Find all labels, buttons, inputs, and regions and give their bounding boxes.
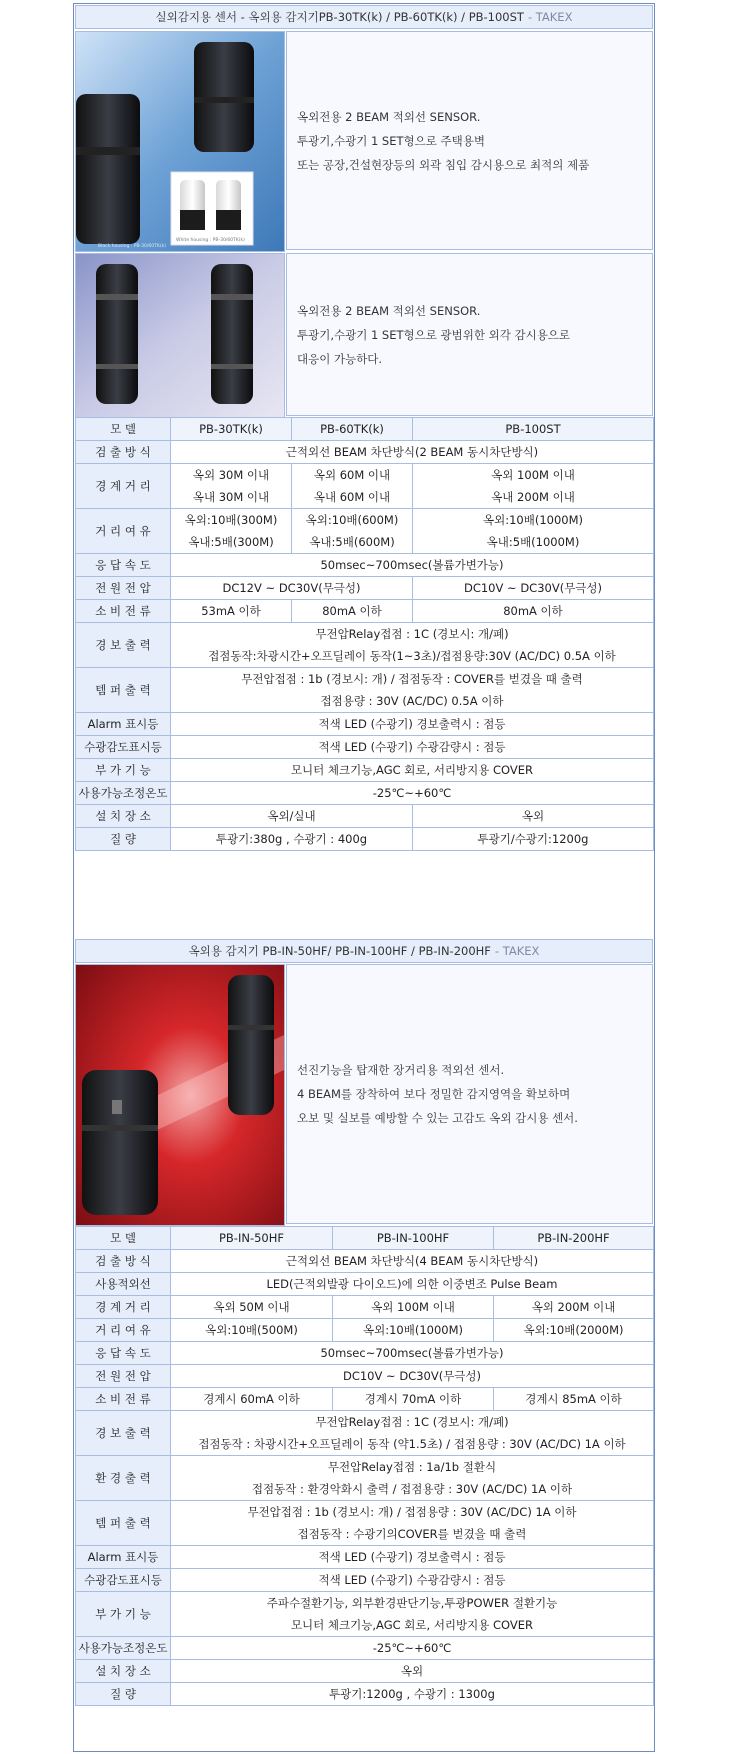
product3-desc-line: 오보 및 실보를 예방할 수 있는 고감도 옥외 감시용 센서. [297,1111,578,1125]
section2-title-text: 옥외용 감지기 PB-IN-50HF/ PB-IN-100HF / PB-IN-200HF [188,944,491,958]
spec-label: 수광감도표시등 [76,1569,171,1592]
spec-line: 접점동작 : 수광기의COVER를 벋겼을 때 출력 [297,1527,527,1541]
spec-label: 소 비 전 류 [76,1388,171,1411]
spec-value: 옥외 [171,1660,654,1683]
spec-value [171,509,292,554]
product1-photo [76,32,284,251]
spec-value [171,1501,654,1546]
table-row [76,1637,654,1660]
spec-value: 50msec~700msec(볼륨가변가능) [171,1342,654,1365]
product2-description [286,253,653,416]
section1-title-text: 실외감지용 센서 - 옥외용 감지기PB-30TK(k) / PB-60TK(k) / PB-100ST [155,10,524,24]
spec-label: 거 리 여 유 [76,1319,171,1342]
spec-value [413,464,654,509]
spec-value: 80mA 이하 [413,600,654,623]
table-row [76,1365,654,1388]
spec-line: 접점동작:차광시간+오프딜레이 동작(1~3초)/접점용량:30V (AC/DC) 0.5A 이하 [208,649,616,663]
table-row [76,1456,654,1501]
spec-label: 응 답 속 도 [76,1342,171,1365]
spec-value: 옥외 100M 이내 [333,1296,494,1319]
spec-table-2 [75,1226,654,1706]
spec-value: 투광기:380g , 수광기 : 400g [171,828,413,851]
table-row [76,1501,654,1546]
table-row [76,1296,654,1319]
spec-line: 무전압접점 : 1b (경보시: 개) / 접점용량 : 30V (AC/DC) 1A 이하 [247,1505,577,1519]
section1-title [75,5,653,29]
spec-value: 경계시 60mA 이하 [171,1388,333,1411]
spec-value: DC12V ~ DC30V(무극성) [171,577,413,600]
spec-value: 옥외:10배(1000M) [333,1319,494,1342]
spec-value [171,1411,654,1456]
table-row [76,464,654,509]
caption-white: White housing : PB-30/60TK(k) [176,238,245,243]
spec-label: 경 보 출 력 [76,623,171,668]
spec-value: 근적외선 BEAM 차단방식(4 BEAM 동시차단방식) [171,1250,654,1273]
spec-label: 수광감도표시등 [76,736,171,759]
spec-value [292,464,413,509]
spec-line: 옥외 60M 이내 [313,468,391,482]
spec-label: 질 량 [76,828,171,851]
table-row [76,509,654,554]
spec-value: -25℃~+60℃ [171,782,654,805]
table-row [76,1273,654,1296]
table-row [76,1411,654,1456]
product3-desc-line: 4 BEAM를 장착하여 보다 정밀한 감지영역을 확보하며 [297,1087,571,1101]
page-frame [73,3,655,1752]
spec-value: 옥외:10배(500M) [171,1319,333,1342]
model-name: PB-60TK(k) [292,418,413,441]
spec-label: 검 출 방 식 [76,1250,171,1273]
table-row [76,1227,654,1250]
spec-value: 적색 LED (수광기) 경보출력시 : 점등 [171,713,654,736]
table-row [76,577,654,600]
table-row [76,1319,654,1342]
spec-label: Alarm 표시등 [76,713,171,736]
product3-image-cell [75,964,285,1226]
spec-label: 부 가 기 능 [76,759,171,782]
spec-label: 경 계 거 리 [76,464,171,509]
product3-description [286,964,653,1224]
table-row [76,828,654,851]
spec-line: 옥내 200M 이내 [491,490,575,504]
spec-value: DC10V ~ DC30V(무극성) [413,577,654,600]
spec-label: 응 답 속 도 [76,554,171,577]
spec-value: 옥외 50M 이내 [171,1296,333,1319]
table-row [76,713,654,736]
spec-line: 접점동작 : 차광시간+오프딜레이 동작 (약1.5초) / 접점용량 : 30V (AC/DC) 1A 이하 [198,1437,626,1451]
spec-value: 투광기:1200g , 수광기 : 1300g [171,1683,654,1706]
table-row [76,1683,654,1706]
spec-value: 경계시 85mA 이하 [494,1388,654,1411]
spec-value: 모니터 체크기능,AGC 회로, 서리방지용 COVER [171,759,654,782]
spec-value: DC10V ~ DC30V(무극성) [171,1365,654,1388]
spec-line: 무전압Relay접점 : 1C (경보시: 개/폐) [315,627,509,641]
spec-line: 옥외:10배(1000M) [483,513,583,527]
spec-value [171,464,292,509]
spec-value [292,509,413,554]
spec-value: 옥외/실내 [171,805,413,828]
table-row [76,759,654,782]
spec-value [171,1456,654,1501]
table-row [76,736,654,759]
spec-value: 옥외 [413,805,654,828]
model-name: PB-IN-50HF [171,1227,333,1250]
spec-label: 템 퍼 출 력 [76,1501,171,1546]
section2-brand: - TAKEX [494,944,540,958]
spec-line: 옥내 30M 이내 [192,490,270,504]
table-row [76,1546,654,1569]
spec-line: 옥외:10배(600M) [305,513,399,527]
product1-desc-line: 옥외전용 2 BEAM 적외선 SENSOR. [297,109,481,124]
table-row [76,418,654,441]
spec-label: 사용가능조정온도 [76,1637,171,1660]
spec-label: 설 치 장 소 [76,1660,171,1683]
spec-label: 경 계 거 리 [76,1296,171,1319]
table-row [76,623,654,668]
spec-label: 소 비 전 류 [76,600,171,623]
spec-line: 무전압Relay접점 : 1C (경보시: 개/폐) [315,1415,509,1429]
spec-line: 옥내:5배(1000M) [486,535,580,549]
spec-label: 전 원 전 압 [76,1365,171,1388]
model-name: PB-100ST [413,418,654,441]
spec-value [171,1592,654,1637]
table-row [76,600,654,623]
model-name: PB-IN-100HF [333,1227,494,1250]
model-name: PB-IN-200HF [494,1227,654,1250]
spec-label: 검 출 방 식 [76,441,171,464]
spec-label: Alarm 표시등 [76,1546,171,1569]
spec-value: -25℃~+60℃ [171,1637,654,1660]
spec-value: 적색 LED (수광기) 수광감량시 : 점등 [171,1569,654,1592]
spec-label: 모 델 [76,1227,171,1250]
spec-value: LED(근적외발광 다이오드)에 의한 이중변조 Pulse Beam [171,1273,654,1296]
spec-label: 경 보 출 력 [76,1411,171,1456]
spec-line: 주파수절환기능, 외부환경판단기능,투광POWER 절환기능 [266,1596,558,1610]
spec-table-1 [75,417,654,851]
product2-photo [76,254,284,417]
table-row [76,441,654,464]
spec-value: 50msec~700msec(볼륨가변가능) [171,554,654,577]
spec-value: 80mA 이하 [292,600,413,623]
product1-desc-line: 또는 공장,건설현장등의 외곽 침입 감시용으로 최적의 제품 [297,157,590,172]
spec-line: 무전압Relay접점 : 1a/1b 절환식 [327,1460,497,1474]
table-row [76,1250,654,1273]
spec-label: 부 가 기 능 [76,1592,171,1637]
spec-line: 옥내:5배(600M) [309,535,395,549]
spec-value [413,509,654,554]
spec-label: 전 원 전 압 [76,577,171,600]
table-row [76,554,654,577]
product1-description [286,31,653,250]
table-row [76,782,654,805]
table-row [76,805,654,828]
spec-value: 옥외 200M 이내 [494,1296,654,1319]
spec-label: 설 치 장 소 [76,805,171,828]
spec-label: 사용가능조정온도 [76,782,171,805]
spec-value: 근적외선 BEAM 차단방식(2 BEAM 동시차단방식) [171,441,654,464]
spec-line: 옥외 100M 이내 [491,468,575,482]
spec-value: 적색 LED (수광기) 경보출력시 : 점등 [171,1546,654,1569]
spec-label: 환 경 출 력 [76,1456,171,1501]
table-row [76,1388,654,1411]
model-name: PB-30TK(k) [171,418,292,441]
spec-value: 53mA 이하 [171,600,292,623]
spec-line: 옥내 60M 이내 [313,490,391,504]
spec-label: 질 량 [76,1683,171,1706]
table-row [76,1569,654,1592]
spec-label: 템 퍼 출 력 [76,668,171,713]
spec-line: 옥외 30M 이내 [192,468,270,482]
spec-label: 거 리 여 유 [76,509,171,554]
spec-line: 접점용량 : 30V (AC/DC) 0.5A 이하 [320,694,504,708]
product1-image-cell [75,31,285,252]
product3-photo [76,965,284,1225]
table-row [76,1592,654,1637]
spec-label: 모 델 [76,418,171,441]
spec-value [171,668,654,713]
spec-value: 투광기/수광기:1200g [413,828,654,851]
product1-desc-line: 투광기,수광기 1 SET형으로 주택용벽 [297,133,485,148]
table-row [76,668,654,713]
table-row [76,1660,654,1683]
product2-desc-line: 대응이 가능하다. [297,351,383,366]
spec-label: 사용적외선 [76,1273,171,1296]
table-row [76,1342,654,1365]
product3-desc-line: 선진기능을 탑재한 장거리용 적외선 센서. [297,1063,505,1077]
section1-brand: - TAKEX [527,10,573,24]
spec-value: 경계시 70mA 이하 [333,1388,494,1411]
spec-line: 옥외:10배(300M) [184,513,278,527]
spec-line: 모니터 체크기능,AGC 회로, 서리방지용 COVER [290,1618,534,1632]
product2-image-cell [75,253,285,418]
product2-desc-line: 옥외전용 2 BEAM 적외선 SENSOR. [297,303,481,318]
product2-desc-line: 투광기,수광기 1 SET형으로 광범위한 외각 감시용으로 [297,327,571,342]
spec-line: 접점동작 : 환경악화시 출력 / 접점용량 : 30V (AC/DC) 1A 이하 [251,1482,573,1496]
spec-line: 옥내:5배(300M) [188,535,274,549]
spec-value: 적색 LED (수광기) 수광감량시 : 점등 [171,736,654,759]
spec-value [171,623,654,668]
section2-title [75,939,653,963]
spec-line: 무전압접점 : 1b (경보시: 개) / 접점동작 : COVER를 벋겼을 때 출력 [241,672,583,686]
caption-black: Black housing : PB-30/60TK(k) [98,244,166,249]
spec-value: 옥외:10배(2000M) [494,1319,654,1342]
